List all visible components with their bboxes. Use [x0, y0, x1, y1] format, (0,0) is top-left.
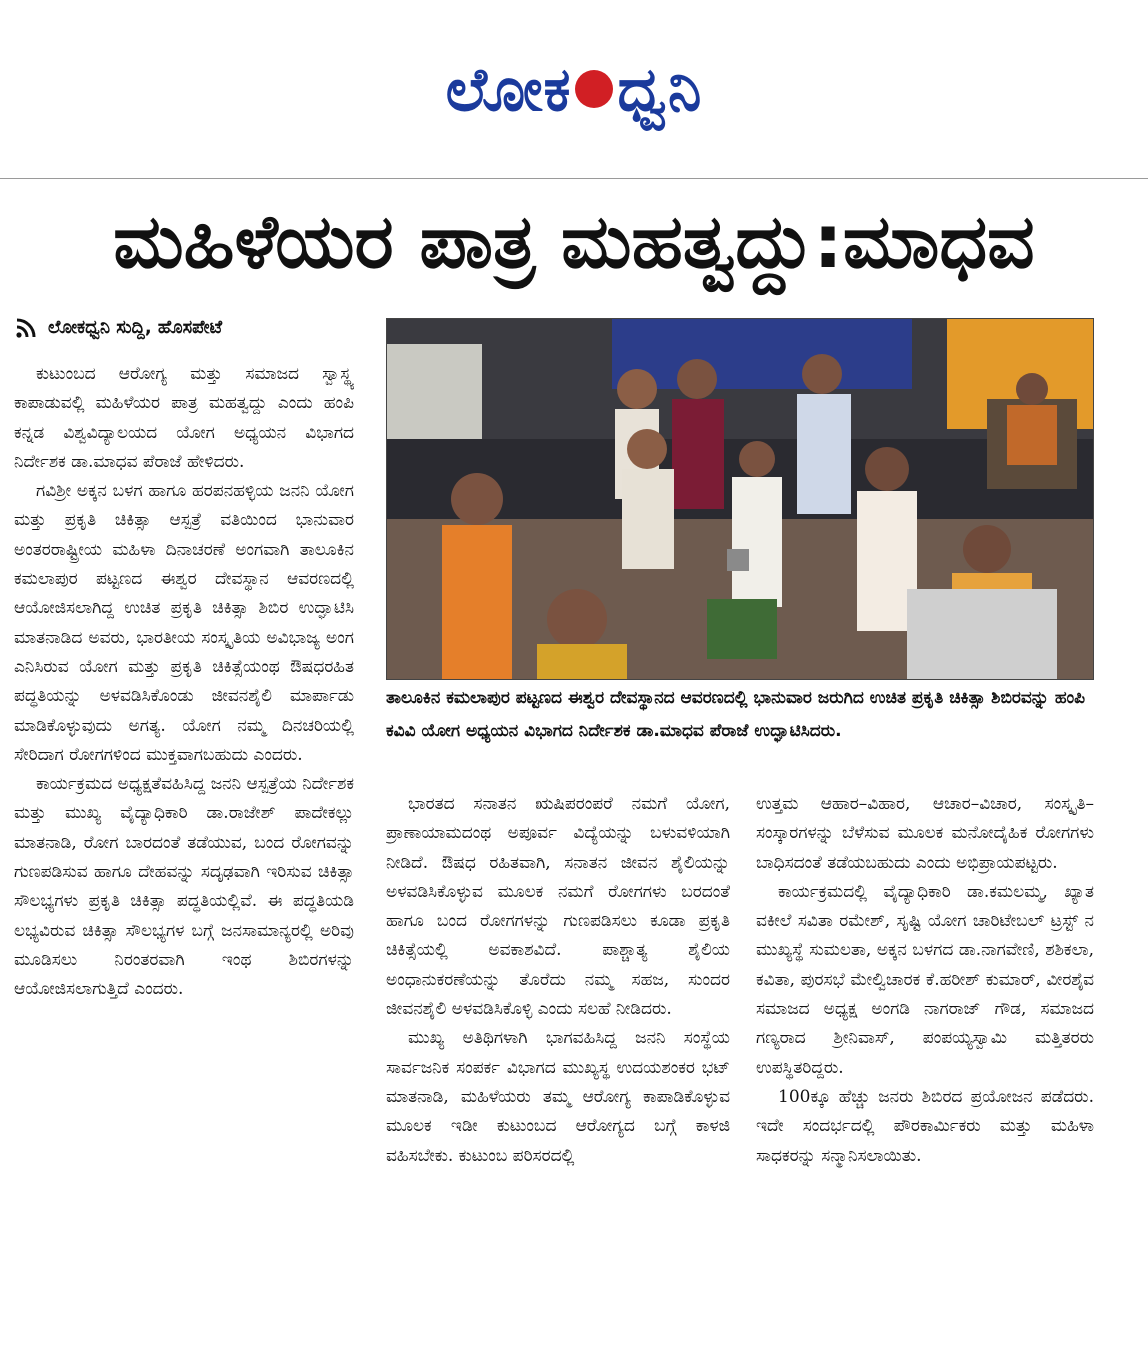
- paragraph: ಕಾರ್ಯಕ್ರಮದಲ್ಲಿ ವೈದ್ಯಾಧಿಕಾರಿ ಡಾ.ಕಮಲಮ್ಮ, ಖ್ಯಾತ ವಕೀಲೆ ಸವಿತಾ ರಮೇಶ್, ಸೃಷ್ಟಿ ಯೋಗ ಚಾರಿಟೇಬಲ್ ಟ್ರಸ್ಟ್ ನ ಮುಖ್ಯಸ್ಥೆ ಸುಮಲತಾ, ಅಕ್ಕನ ಬಳಗದ ಡಾ.ನಾಗವೇಣಿ, ಶಶಿಕಲಾ, ಕವಿತಾ, ಪುರಸಭೆ ಮೇಲ್ವಿಚಾರಕ ಕೆ.ಹರೀಶ್ ಕುಮಾರ್, ವೀರಶೈವ ಸಮಾಜದ ಅಧ್ಯಕ್ಷ ಅಂಗಡಿ ನಾಗರಾಜ್ ಗೌಡ, ಸಮಾಜದ ಗಣ್ಯರಾದ ಶ್ರೀನಿವಾಸ್, ಪಂಪಯ್ಯಸ್ವಾಮಿ ಮತ್ತಿತರರು ಉಪಸ್ಥಿತರಿದ್ದರು.: [756, 881, 1094, 1078]
- photo-caption: ತಾಲೂಕಿನ ಕಮಲಾಪುರ ಪಟ್ಟಣದ ಈಶ್ವರ ದೇವಸ್ಥಾನದ ಆವರಣದಲ್ಲಿ ಭಾನುವಾರ ಜರುಗಿದ ಉಚಿತ ಪ್ರಕೃತಿ ಚಿಕಿತ್ಸಾ ಶಿಬಿರವನ್ನು ಹಂಪಿ ಕವಿವಿ ಯೋಗ ಅಧ್ಯಯನ ವಿಭಾಗದ ನಿರ್ದೇಶಕ ಡಾ.ಮಾಧವ ಪೆರಾಜೆ ಉದ್ಘಾಟಿಸಿದರು.: [386, 688, 1086, 741]
- rss-icon: [14, 316, 38, 340]
- logo-bird-icon: [575, 70, 613, 108]
- article-headline: ಮಹಿಳೆಯರ ಪಾತ್ರ ಮಹತ್ವದ್ದು:ಮಾಧವ: [113, 199, 1035, 285]
- paragraph: ಕುಟುಂಬದ ಆರೋಗ್ಯ ಮತ್ತು ಸಮಾಜದ ಸ್ವಾಸ್ಥ್ಯ ಕಾಪಾಡುವಲ್ಲಿ ಮಹಿಳೆಯರ ಪಾತ್ರ ಮಹತ್ವದ್ದು ಎಂದು ಹಂಪಿ ಕನ್ನಡ ವಿಶ್ವವಿದ್ಯಾಲಯದ ಯೋಗ ಅಧ್ಯಯನ ವಿಭಾಗದ ನಿರ್ದೇಶಕ ಡಾ.ಮಾಧವ ಪೆರಾಜೆ ಹೇಳಿದರು.: [14, 364, 354, 472]
- newspaper-logo[interactable]: [0, 50, 1148, 130]
- logo-text-right: ಧ್ವನಿ: [617, 55, 703, 125]
- paragraph: ಮುಖ್ಯ ಅತಿಥಿಗಳಾಗಿ ಭಾಗವಹಿಸಿದ್ದ ಜನನಿ ಸಂಸ್ಥೆಯ ಸಾರ್ವಜನಿಕ ಸಂಪರ್ಕ ವಿಭಾಗದ ಮುಖ್ಯಸ್ಥ ಉದಯಶಂಕರ ಭಟ್ ಮಾತನಾಡಿ, ಮಹಿಳೆಯರು ತಮ್ಮ ಆರೋಗ್ಯ ಕಾಪಾಡಿಕೊಳ್ಳುವ ಮೂಲಕ ಇಡೀ ಕುಟುಂಬದ ಆರೋಗ್ಯದ ಬಗ್ಗೆ ಕಾಳಜಿ ವಹಿಸಬೇಕು. ಕುಟುಂಬ ಪರಿಸರದಲ್ಲಿ: [386, 1028, 730, 1166]
- event-photo-illustration: [387, 319, 1093, 679]
- paragraph: 100ಕ್ಕೂ ಹೆಚ್ಚು ಜನರು ಶಿಬಿರದ ಪ್ರಯೋಜನ ಪಡೆದರು. ಇದೇ ಸಂದರ್ಭದಲ್ಲಿ ಪೌರಕಾರ್ಮಿಕರು ಮತ್ತು ಮಹಿಳಾ ಸಾಧಕರನ್ನು ಸನ್ಮಾನಿಸಲಾಯಿತು.: [756, 1086, 1094, 1166]
- logo-text-left: ಲೋಕ: [445, 55, 572, 125]
- byline-text: ಲೋಕಧ್ವನಿ ಸುದ್ದಿ, ಹೊಸಪೇಟೆ: [48, 317, 223, 338]
- paragraph: ಭಾರತದ ಸನಾತನ ಋಷಿಪರಂಪರೆ ನಮಗೆ ಯೋಗ, ಪ್ರಾಣಾಯಾಮದಂಥ ಅಪೂರ್ವ ವಿದ್ಯೆಯನ್ನು ಬಳುವಳಿಯಾಗಿ ನೀಡಿದೆ. ಔಷಧ ರಹಿತವಾಗಿ, ಸನಾತನ ಜೀವನ ಶೈಲಿಯನ್ನು ಅಳವಡಿಸಿಕೊಳ್ಳುವ ಮೂಲಕ ನಮಗೆ ರೋಗಗಳು ಬರದಂತೆ ಹಾಗೂ ಬಂದ ರೋಗಗಳನ್ನು ಗುಣಪಡಿಸಲು ಕೂಡಾ ಪ್ರಕೃತಿ ಚಿಕಿತ್ಸೆಯಲ್ಲಿ ಅವಕಾಶವಿದೆ. ಪಾಶ್ಚಾತ್ಯ ಶೈಲಿಯ ಅಂಧಾನುಕರಣೆಯನ್ನು ತೊರೆದು ನಮ್ಮ ಸಹಜ, ಸುಂದರ ಜೀವನಶೈಲಿ ಅಳವಡಿಸಿಕೊಳ್ಳಿ ಎಂದು ಸಲಹೆ ನೀಡಿದರು.: [386, 794, 730, 1020]
- paragraph: ಕಾರ್ಯಕ್ರಮದ ಅಧ್ಯಕ್ಷತೆವಹಿಸಿದ್ದ ಜನನಿ ಆಸ್ಪತ್ರೆಯ ನಿರ್ದೇಶಕ ಮತ್ತು ಮುಖ್ಯ ವೈದ್ಯಾಧಿಕಾರಿ ಡಾ.ರಾಜೇಶ್ ಪಾದೇಕಲ್ಲು ಮಾತನಾಡಿ, ರೋಗ ಬಾರದಂತೆ ತಡೆಯುವ, ಬಂದ ರೋಗವನ್ನು ಗುಣಪಡಿಸುವ ಹಾಗೂ ದೇಹವನ್ನು ಸದೃಢವಾಗಿ ಇರಿಸುವ ಚಿಕಿತ್ಸಾ ಸೌಲಭ್ಯಗಳು ಪ್ರಕೃತಿ ಚಿಕಿತ್ಸಾ ಪದ್ಧತಿಯಲ್ಲಿವೆ. ಈ ಪದ್ಧತಿಯಡಿ ಲಭ್ಯವಿರುವ ಚಿಕಿತ್ಸಾ ಸೌಲಭ್ಯಗಳ ಬಗ್ಗೆ ಜನಸಾಮಾನ್ಯರಲ್ಲಿ ಅರಿವು ಮೂಡಿಸಲು ನಿರಂತರವಾಗಿ ಇಂಥ ಶಿಬಿರಗಳನ್ನು ಆಯೋಜಿಸಲಾಗುತ್ತಿದೆ ಎಂದರು.: [14, 774, 354, 1000]
- event-photo: [386, 318, 1094, 680]
- paragraph: ಗವಿಶ್ರೀ ಅಕ್ಕನ ಬಳಗ ಹಾಗೂ ಹರಪನಹಳ್ಳಿಯ ಜನನಿ ಯೋಗ ಮತ್ತು ಪ್ರಕೃತಿ ಚಿಕಿತ್ಸಾ ಆಸ್ಪತ್ರೆ ವತಿಯಿಂದ ಭಾನುವಾರ ಅಂತರರಾಷ್ಟ್ರೀಯ ಮಹಿಳಾ ದಿನಾಚರಣೆ ಅಂಗವಾಗಿ ತಾಲೂಕಿನ ಕಮಲಾಪುರ ಪಟ್ಟಣದ ಈಶ್ವರ ದೇವಸ್ಥಾನ ಆವರಣದಲ್ಲಿ ಆಯೋಜಿಸಲಾಗಿದ್ದ ಉಚಿತ ಪ್ರಕೃತಿ ಚಿಕಿತ್ಸಾ ಶಿಬಿರ ಉದ್ಘಾಟಿಸಿ ಮಾತನಾಡಿದ ಅವರು, ಭಾರತೀಯ ಸಂಸ್ಕೃತಿಯ ಅವಿಭಾಜ್ಯ ಅಂಗ ಎನಿಸಿರುವ ಯೋಗ ಮತ್ತು ಪ್ರಕೃತಿ ಚಿಕಿತ್ಸೆಯಂಥ ಔಷಧರಹಿತ ಪದ್ಧತಿಯನ್ನು ಅಳವಡಿಸಿಕೊಂಡು ಜೀವನಶೈಲಿ ಮಾರ್ಪಾಡು ಮಾಡಿಕೊಳ್ಳುವುದು ಅಗತ್ಯ. ಯೋಗ ನಮ್ಮ ದಿನಚರಿಯಲ್ಲಿ ಸೇರಿದಾಗ ರೋಗಗಳಿಂದ ಮುಕ್ತವಾಗಬಹುದು ಎಂದರು.: [14, 481, 354, 765]
- article-column-2: [386, 790, 730, 1346]
- masthead: [0, 0, 1148, 179]
- paragraph: ಉತ್ತಮ ಆಹಾರ–ವಿಹಾರ, ಆಚಾರ–ವಿಚಾರ, ಸಂಸ್ಕೃತಿ–ಸಂಸ್ಕಾರಗಳನ್ನು ಬೆಳೆಸುವ ಮೂಲಕ ಮನೋದೈಹಿಕ ರೋಗಗಳು ಬಾಧಿಸದಂತೆ ತಡೆಯಬಹುದು ಎಂದು ಅಭಿಪ್ರಾಯಪಟ್ಟರು.: [756, 794, 1094, 873]
- article-column-1: [14, 360, 354, 1344]
- byline: [14, 313, 222, 343]
- article-column-3: [756, 790, 1094, 1346]
